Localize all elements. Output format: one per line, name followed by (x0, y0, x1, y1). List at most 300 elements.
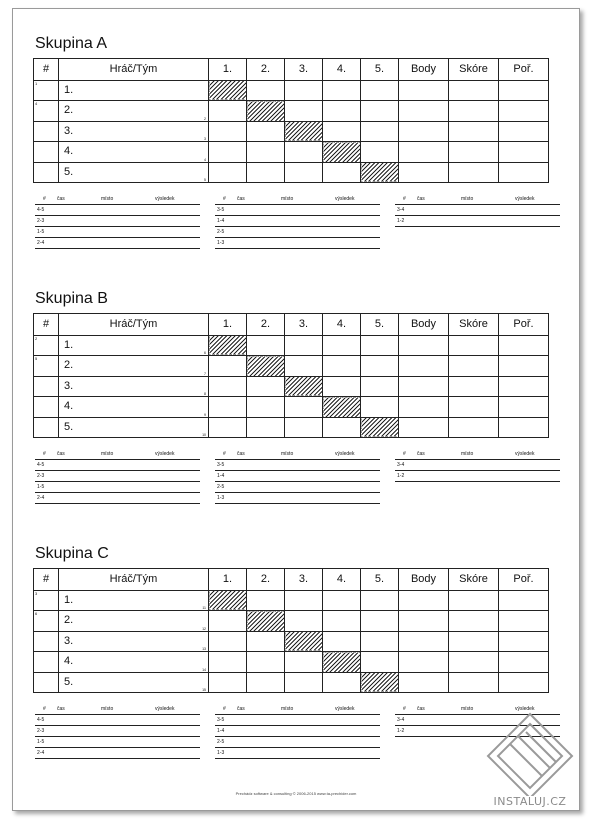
column-header: Body (399, 314, 449, 336)
results-header-time: čas (57, 451, 65, 457)
results-header (395, 450, 560, 460)
score-total-cell[interactable] (449, 611, 499, 632)
points-cell[interactable] (399, 652, 449, 673)
column-header: Hráč/Tým (59, 59, 209, 81)
match-number: 12 (202, 626, 206, 631)
row-number: 3. (64, 124, 74, 137)
rank-cell[interactable] (499, 417, 549, 438)
column-header: Hráč/Tým (59, 314, 209, 336)
score-total-cell[interactable] (449, 397, 499, 418)
match-pair: 4-5 (37, 717, 45, 723)
match-number: 3 (204, 137, 206, 141)
result-row[interactable] (395, 205, 560, 216)
result-row[interactable] (215, 216, 380, 227)
player-name-cell[interactable] (59, 142, 209, 163)
result-row[interactable] (35, 482, 200, 493)
column-header: 4. (323, 314, 361, 336)
score-cell[interactable] (285, 356, 323, 377)
score-total-cell[interactable] (449, 652, 499, 673)
score-cell[interactable] (285, 672, 323, 693)
score-total-cell[interactable] (449, 80, 499, 101)
score-cell[interactable] (247, 652, 285, 673)
results-header-result: výsledek (515, 706, 535, 712)
points-cell[interactable] (399, 611, 449, 632)
seed-cell (34, 335, 74, 356)
result-row[interactable] (215, 227, 380, 238)
result-row[interactable] (215, 238, 380, 249)
results-header-place: místo (461, 451, 474, 457)
match-pair: 1-4 (217, 728, 225, 734)
rank-cell[interactable] (499, 101, 549, 122)
match-pair: 2-5 (217, 229, 225, 235)
results-header (215, 450, 380, 460)
seed-cell (34, 162, 74, 183)
score-cell[interactable] (285, 590, 323, 611)
player-name-cell[interactable] (59, 80, 209, 101)
seed-cell (34, 672, 74, 693)
rank-cell[interactable] (499, 335, 549, 356)
match-number: 15 (202, 688, 206, 692)
score-cell[interactable] (361, 101, 399, 122)
seed-cell (34, 101, 74, 122)
player-name-cell[interactable] (59, 652, 209, 673)
score-cell[interactable] (361, 121, 399, 142)
score-cell[interactable] (247, 631, 285, 652)
score-total-cell[interactable] (449, 101, 499, 122)
match-pair: 3-5 (217, 462, 225, 468)
results-header (35, 705, 200, 715)
score-cell[interactable] (209, 101, 247, 122)
match-pair: 2-3 (37, 728, 45, 734)
score-cell[interactable] (323, 335, 361, 356)
score-cell[interactable] (361, 335, 399, 356)
score-cell[interactable] (285, 652, 323, 673)
match-number: 5 (204, 178, 206, 182)
score-cell[interactable] (323, 631, 361, 652)
column-header: 5. (361, 314, 399, 336)
seed-cell (34, 80, 74, 101)
match-pair: 4-5 (37, 207, 45, 213)
table-row (34, 611, 549, 632)
rank-cell[interactable] (499, 162, 549, 183)
result-row[interactable] (35, 205, 200, 216)
match-pair: 3-4 (397, 462, 405, 468)
score-cell[interactable] (247, 121, 285, 142)
results-header-place: místo (281, 451, 294, 457)
score-cell[interactable] (209, 397, 247, 418)
rank-cell[interactable] (499, 652, 549, 673)
rank-cell[interactable] (499, 80, 549, 101)
result-row[interactable] (35, 737, 200, 748)
score-cell[interactable] (209, 142, 247, 163)
diagonal-hatched-cell (323, 397, 361, 418)
score-cell[interactable] (209, 611, 247, 632)
results-header-place: místo (101, 706, 114, 712)
column-header: # (34, 314, 59, 336)
match-pair: 3-4 (397, 717, 405, 723)
results-header-num: # (43, 196, 46, 202)
score-cell[interactable] (361, 397, 399, 418)
result-row[interactable] (35, 227, 200, 238)
column-header: Poř. (499, 314, 549, 336)
instaluj-logo-icon (480, 706, 580, 796)
score-cell[interactable] (285, 162, 323, 183)
results-header-time: čas (237, 196, 245, 202)
diagonal-hatched-cell (285, 121, 323, 142)
results-block (35, 195, 200, 249)
match-number: 13 (202, 647, 206, 651)
match-number: 8 (204, 392, 206, 396)
group-table (33, 58, 549, 183)
row-number: 2. (64, 614, 74, 626)
score-cell[interactable] (209, 356, 247, 377)
score-cell[interactable] (285, 101, 323, 122)
score-cell[interactable] (361, 80, 399, 101)
diagonal-hatched-cell (361, 672, 399, 693)
match-pair: 1-2 (397, 728, 405, 734)
seed-cell (34, 417, 74, 438)
score-total-cell[interactable] (449, 335, 499, 356)
match-pair: 3-4 (397, 207, 405, 213)
score-cell[interactable] (361, 142, 399, 163)
score-cell[interactable] (247, 80, 285, 101)
score-cell[interactable] (209, 652, 247, 673)
score-cell[interactable] (247, 672, 285, 693)
score-cell[interactable] (361, 652, 399, 673)
score-total-cell[interactable] (449, 356, 499, 377)
score-cell[interactable] (247, 417, 285, 438)
results-header-num: # (223, 196, 226, 202)
score-cell[interactable] (209, 672, 247, 693)
points-cell[interactable] (399, 376, 449, 397)
match-pair: 1-3 (217, 495, 225, 501)
player-name-cell[interactable] (59, 162, 209, 183)
player-name-cell[interactable] (59, 611, 209, 632)
result-row[interactable] (35, 460, 200, 471)
group-table (33, 313, 549, 438)
match-pair: 1-3 (217, 240, 225, 246)
rank-cell[interactable] (499, 590, 549, 611)
rank-cell[interactable] (499, 376, 549, 397)
table-row (34, 101, 549, 122)
score-cell[interactable] (209, 162, 247, 183)
results-block (215, 450, 380, 504)
results-header (395, 195, 560, 205)
score-total-cell[interactable] (449, 417, 499, 438)
match-pair: 2-3 (37, 473, 45, 479)
score-cell[interactable] (209, 376, 247, 397)
results-header-time: čas (237, 451, 245, 457)
match-pair: 1-3 (217, 750, 225, 756)
results-header-place: místo (461, 706, 474, 712)
result-row[interactable] (215, 482, 380, 493)
score-cell[interactable] (247, 142, 285, 163)
score-cell[interactable] (323, 101, 361, 122)
diagonal-hatched-cell (361, 162, 399, 183)
column-header: Poř. (499, 59, 549, 81)
table-row (34, 652, 549, 673)
seed-number: 2 (35, 335, 38, 341)
score-cell[interactable] (323, 417, 361, 438)
score-total-cell[interactable] (449, 631, 499, 652)
score-cell[interactable] (323, 376, 361, 397)
result-row[interactable] (35, 748, 200, 759)
diagonal-hatched-cell (247, 101, 285, 122)
table-row (34, 335, 549, 356)
seed-cell (34, 356, 74, 377)
score-cell[interactable] (285, 417, 323, 438)
results-header (215, 705, 380, 715)
row-number: 4. (64, 400, 74, 412)
results-header-num: # (403, 196, 406, 202)
rank-cell[interactable] (499, 397, 549, 418)
points-cell[interactable] (399, 162, 449, 183)
match-number: 11 (202, 606, 206, 610)
table-row (34, 590, 549, 611)
results-header-result: výsledek (335, 196, 355, 202)
score-cell[interactable] (209, 121, 247, 142)
player-name-cell[interactable] (59, 590, 209, 611)
player-name-cell[interactable] (59, 417, 209, 438)
diagonal-hatched-cell (323, 652, 361, 673)
result-row[interactable] (395, 216, 560, 227)
score-cell[interactable] (247, 162, 285, 183)
table-row (34, 356, 549, 377)
table-header-row (34, 569, 549, 591)
results-header-time: čas (237, 706, 245, 712)
column-header: 1. (209, 314, 247, 336)
row-number: 3. (64, 379, 74, 392)
match-number: 9 (204, 412, 206, 417)
score-cell[interactable] (285, 142, 323, 163)
score-cell[interactable] (247, 376, 285, 397)
points-cell[interactable] (399, 80, 449, 101)
results-header-place: místo (281, 196, 294, 202)
match-pair: 3-5 (217, 717, 225, 723)
result-row[interactable] (215, 715, 380, 726)
results-header-result: výsledek (335, 706, 355, 712)
score-total-cell[interactable] (449, 121, 499, 142)
results-header-time: čas (417, 706, 425, 712)
match-pair: 2-5 (217, 484, 225, 490)
score-cell[interactable] (285, 335, 323, 356)
results-header-time: čas (417, 451, 425, 457)
row-number: 2. (64, 359, 74, 371)
diagonal-hatched-cell (247, 356, 285, 377)
match-pair: 3-5 (217, 207, 225, 213)
match-pair: 1-5 (37, 739, 45, 745)
column-header: 2. (247, 59, 285, 81)
rank-cell[interactable] (499, 356, 549, 377)
results-header-place: místo (461, 196, 474, 202)
match-number: 2 (204, 116, 206, 121)
diagonal-hatched-cell (285, 631, 323, 652)
match-pair: 1-4 (217, 473, 225, 479)
match-pair: 2-4 (37, 750, 45, 756)
score-cell[interactable] (285, 397, 323, 418)
score-cell[interactable] (361, 356, 399, 377)
score-cell[interactable] (361, 376, 399, 397)
points-cell[interactable] (399, 142, 449, 163)
results-header-num: # (43, 706, 46, 712)
column-header: Body (399, 569, 449, 591)
results-header-result: výsledek (155, 451, 175, 457)
result-row[interactable] (35, 726, 200, 737)
result-row[interactable] (35, 238, 200, 249)
table-header-row (34, 314, 549, 336)
result-row[interactable] (215, 737, 380, 748)
player-name-cell[interactable] (59, 101, 209, 122)
results-header (35, 195, 200, 205)
match-number: 7 (204, 371, 206, 376)
results-header-time: čas (57, 706, 65, 712)
player-name-cell[interactable] (59, 356, 209, 377)
result-row[interactable] (35, 471, 200, 482)
seed-number: 4 (35, 101, 38, 106)
player-name-cell[interactable] (59, 121, 209, 142)
result-row[interactable] (215, 471, 380, 482)
score-cell[interactable] (361, 590, 399, 611)
points-cell[interactable] (399, 101, 449, 122)
rank-cell[interactable] (499, 142, 549, 163)
score-cell[interactable] (323, 356, 361, 377)
points-cell[interactable] (399, 672, 449, 693)
results-header-num: # (403, 706, 406, 712)
table-row (34, 376, 549, 397)
player-name-cell[interactable] (59, 335, 209, 356)
seed-cell (34, 142, 74, 163)
score-cell[interactable] (323, 672, 361, 693)
score-cell[interactable] (285, 611, 323, 632)
match-number: 6 (204, 351, 206, 355)
rank-cell[interactable] (499, 631, 549, 652)
score-total-cell[interactable] (449, 590, 499, 611)
column-header: # (34, 59, 59, 81)
results-block (215, 195, 380, 249)
table-header-row (34, 59, 549, 81)
match-pair: 1-2 (397, 473, 405, 479)
group-table (33, 568, 549, 693)
column-header: 4. (323, 59, 361, 81)
result-row[interactable] (35, 216, 200, 227)
result-row[interactable] (215, 205, 380, 216)
result-row[interactable] (215, 460, 380, 471)
rank-cell[interactable] (499, 121, 549, 142)
score-cell[interactable] (361, 611, 399, 632)
points-cell[interactable] (399, 631, 449, 652)
player-name-cell[interactable] (59, 631, 209, 652)
results-header-result: výsledek (515, 196, 535, 202)
column-header: Body (399, 59, 449, 81)
score-cell[interactable] (209, 417, 247, 438)
result-row[interactable] (35, 715, 200, 726)
results-block (35, 705, 200, 759)
score-total-cell[interactable] (449, 672, 499, 693)
score-cell[interactable] (323, 611, 361, 632)
row-number: 5. (64, 675, 74, 688)
score-cell[interactable] (285, 80, 323, 101)
score-cell[interactable] (209, 631, 247, 652)
diagonal-hatched-cell (247, 611, 285, 632)
result-row[interactable] (395, 471, 560, 482)
results-header-num: # (403, 451, 406, 457)
points-cell[interactable] (399, 121, 449, 142)
table-row (34, 417, 549, 438)
diagonal-hatched-cell (209, 590, 247, 611)
score-cell[interactable] (323, 590, 361, 611)
results-header (215, 195, 380, 205)
table-row (34, 80, 549, 101)
player-name-cell[interactable] (59, 672, 209, 693)
seed-number: 1 (35, 80, 38, 86)
match-number: 14 (202, 667, 206, 672)
seed-cell (34, 121, 74, 142)
results-header (35, 450, 200, 460)
row-number: 5. (64, 420, 74, 433)
score-total-cell[interactable] (449, 142, 499, 163)
score-total-cell[interactable] (449, 376, 499, 397)
seed-number: 5 (35, 356, 38, 361)
column-header: # (34, 569, 59, 591)
result-row[interactable] (35, 493, 200, 504)
match-pair: 2-4 (37, 240, 45, 246)
seed-cell (34, 376, 74, 397)
results-block (215, 705, 380, 759)
diagonal-hatched-cell (209, 335, 247, 356)
points-cell[interactable] (399, 397, 449, 418)
points-cell[interactable] (399, 335, 449, 356)
player-name-cell[interactable] (59, 397, 209, 418)
result-row[interactable] (215, 493, 380, 504)
column-header: Poř. (499, 569, 549, 591)
diagonal-hatched-cell (323, 142, 361, 163)
score-cell[interactable] (323, 121, 361, 142)
row-number: 1. (64, 593, 74, 606)
points-cell[interactable] (399, 590, 449, 611)
rank-cell[interactable] (499, 672, 549, 693)
column-header: 4. (323, 569, 361, 591)
points-cell[interactable] (399, 417, 449, 438)
group-title: Skupina B (35, 290, 108, 307)
result-row[interactable] (215, 748, 380, 759)
results-header-result: výsledek (335, 451, 355, 457)
match-number: 4 (204, 157, 206, 162)
points-cell[interactable] (399, 356, 449, 377)
results-header-num: # (223, 451, 226, 457)
results-header-result: výsledek (515, 451, 535, 457)
column-header: 5. (361, 569, 399, 591)
score-total-cell[interactable] (449, 162, 499, 183)
result-row[interactable] (395, 460, 560, 471)
row-number: 4. (64, 655, 74, 667)
rank-cell[interactable] (499, 611, 549, 632)
score-cell[interactable] (361, 631, 399, 652)
score-cell[interactable] (247, 397, 285, 418)
result-row[interactable] (215, 726, 380, 737)
column-header: 3. (285, 59, 323, 81)
row-number: 4. (64, 145, 74, 157)
column-header: Skóre (449, 314, 499, 336)
score-cell[interactable] (247, 335, 285, 356)
group-title: Skupina A (35, 35, 108, 52)
score-cell[interactable] (323, 80, 361, 101)
score-cell[interactable] (247, 590, 285, 611)
score-cell[interactable] (323, 162, 361, 183)
column-header: 3. (285, 569, 323, 591)
player-name-cell[interactable] (59, 376, 209, 397)
column-header: Skóre (449, 569, 499, 591)
results-header-num: # (43, 451, 46, 457)
